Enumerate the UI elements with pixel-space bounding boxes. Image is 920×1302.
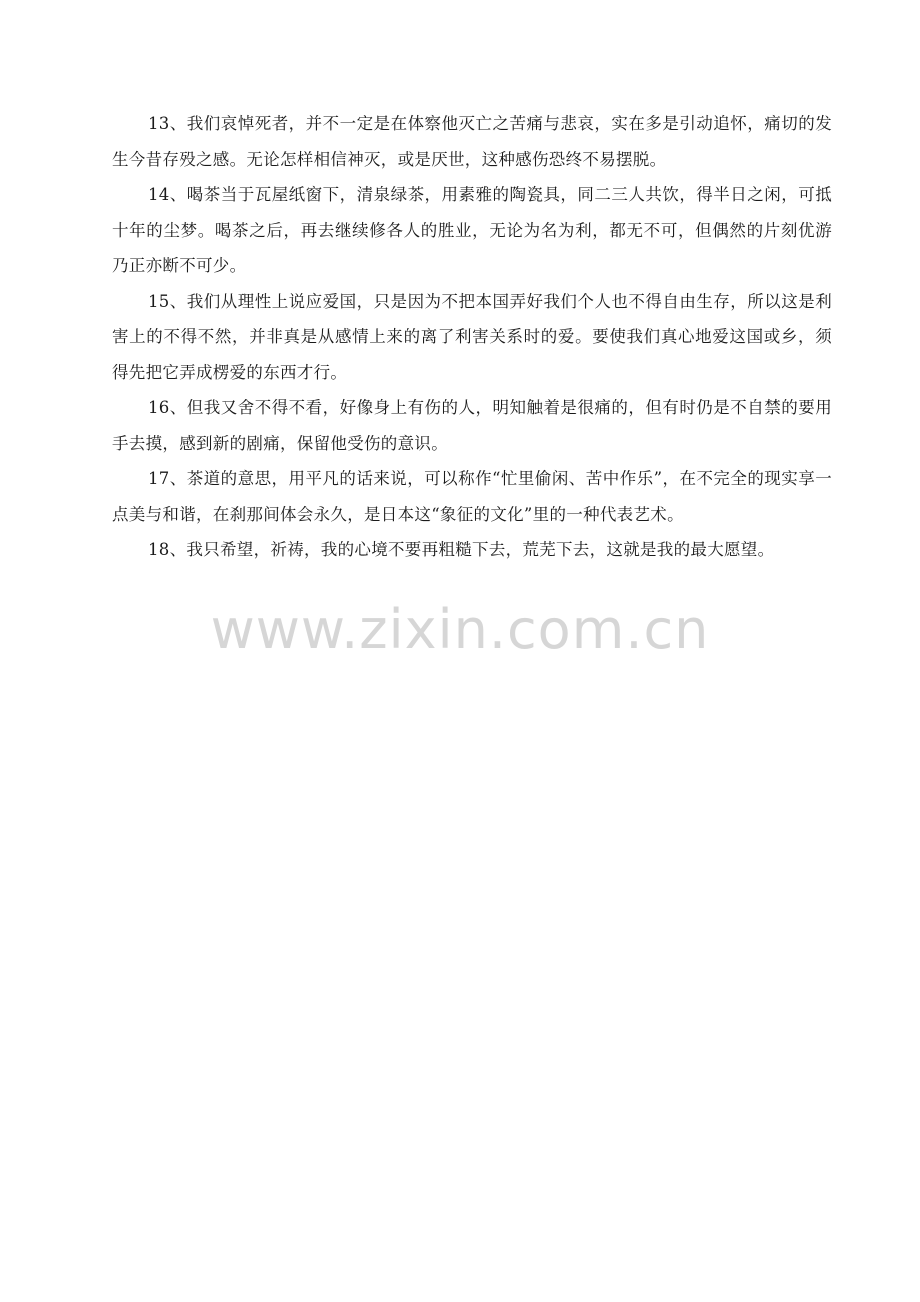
paragraph-13: 13、我们哀悼死者，并不一定是在体察他灭亡之苦痛与悲哀，实在多是引动追怀，痛切的发生今昔存殁之感。无论怎样相信神灭，或是厌世，这种感伤恐终不易摆脱。: [112, 114, 832, 169]
watermark-text: www.zixin.com.cn: [210, 598, 710, 661]
paragraph-16: 16、但我又舍不得不看，好像身上有伤的人，明知触着是很痛的，但有时仍是不自禁的要用手去摸，感到新的剧痛，保留他受伤的意识。: [112, 398, 832, 453]
paragraph-17: 17、茶道的意思，用平凡的话来说，可以称作“忙里偷闲、苦中作乐”，在不完全的现实享一点美与和谐，在刹那间体会永久，是日本这“象征的文化”里的一种代表艺术。: [112, 469, 832, 524]
paragraph-15: 15、我们从理性上说应爱国，只是因为不把本国弄好我们个人也不得自由生存，所以这是利害上的不得不然，并非真是从感情上来的离了利害关系时的爱。要使我们真心地爱这国或乡，须得先把它弄成楞爱的东西才行。: [112, 291, 832, 382]
paragraph-18: 18、我只希望，祈祷，我的心境不要再粗糙下去，荒芜下去，这就是我的最大愿望。: [148, 540, 775, 559]
document-body: [112, 106, 832, 568]
paragraph-14: 14、喝茶当于瓦屋纸窗下，清泉绿茶，用素雅的陶瓷具，同二三人共饮，得半日之闲，可抵十年的尘梦。喝茶之后，再去继续修各人的胜业，无论为名为利，都无不可，但偶然的片刻优游乃正亦断不可少。: [112, 185, 832, 275]
